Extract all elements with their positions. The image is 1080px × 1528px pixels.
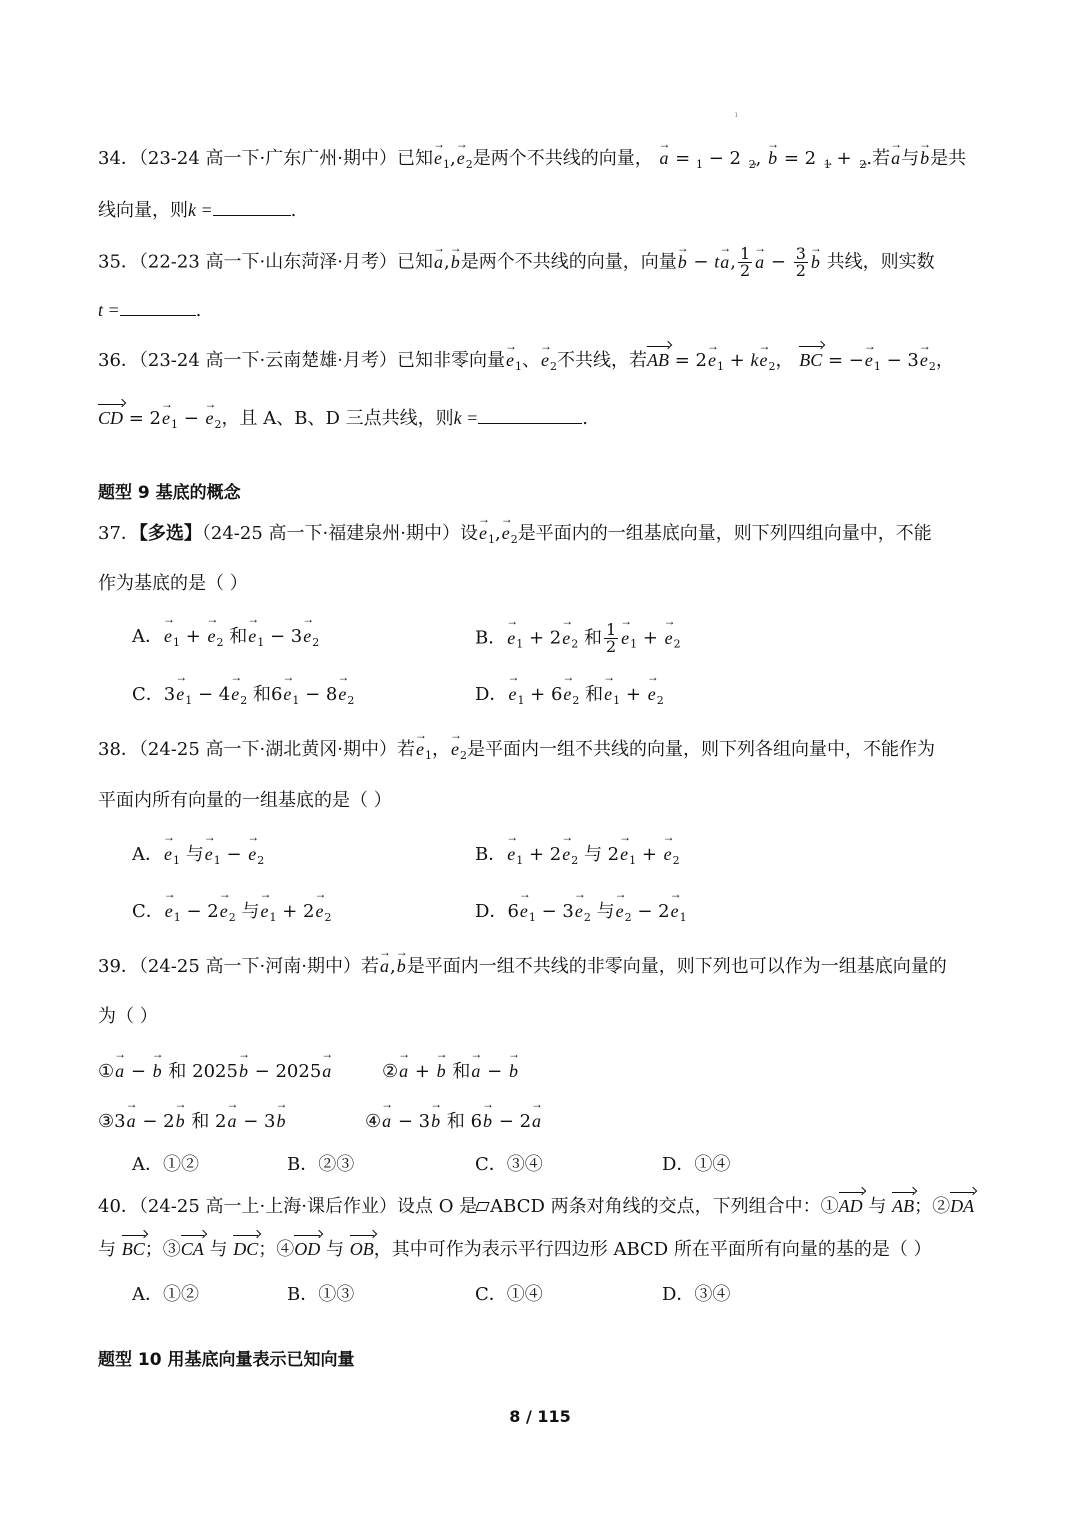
question-40-option-b[interactable]: B．①③ bbox=[287, 1284, 355, 1305]
question-39-option-b[interactable]: B．②③ bbox=[287, 1154, 355, 1175]
question-38-option-b[interactable]: B．→ $e_1 + 2\to e_2$ 与 $2\to e_1$ + → $e_2$ bbox=[475, 840, 680, 867]
question-40-line-1: 40．（24-25 高一上·上海·课后作业）设点 O 是 ABCD 两条对角线的交点，下列组合中：①AD 与 AB；②DA bbox=[98, 1196, 975, 1217]
parallelogram-icon bbox=[476, 1202, 490, 1211]
question-37-line-2: 作为基底的是（ ） bbox=[98, 573, 248, 594]
question-38-line-1: 38．（24-25 高一下·湖北黄冈·期中）若→ $e_1$，→ $e_2$是平面内一组不共线的向量，则下列各组向量中，不能作为 bbox=[98, 737, 935, 768]
question-39-option-d[interactable]: D．①④ bbox=[662, 1154, 731, 1175]
question-37-line-1: 37．【多选】（24-25 高一下·福建泉州·期中）设→ $e_1,\to e_2$是平面内的一组基底向量，则下列四组向量中，不能 bbox=[98, 521, 932, 552]
question-40-option-a[interactable]: A．①② bbox=[132, 1284, 199, 1305]
question-34-line-2: 线向量，则k = . bbox=[98, 200, 297, 221]
question-40-option-c[interactable]: C．①④ bbox=[475, 1284, 543, 1305]
question-39-choice-3: ③3→ a − 2→ b 和 2→ a − 3→ b bbox=[98, 1107, 286, 1133]
question-35-line-2: t = . bbox=[98, 300, 202, 321]
question-38-option-d[interactable]: D．$6\to e_1 - 3\to e_2$ 与→ $e_2 - 2\to e_1$ bbox=[475, 897, 687, 924]
section-heading-9: 题型 9 基底的概念 bbox=[98, 483, 241, 503]
question-37-option-a[interactable]: A．→ $e_1$ + → $e_2$ 和→ $e_1 - 3\to e_2$ bbox=[132, 622, 319, 649]
question-36-line-1: 36．（23-24 高一下·云南楚雄·月考）已知非零向量→ $e_1$、→ $e_2$不共线，若AB = $2\to e_1 + k\to e_2$， BC = −→ $e_1 - 3\to e_2$， bbox=[98, 348, 954, 379]
question-38-line-2: 平面内所有向量的一组基底的是（ ） bbox=[98, 790, 392, 811]
page-number: 8 / 115 bbox=[509, 1407, 571, 1426]
question-35-line-1: 35．（22-23 高一下·山东菏泽·月考）已知→ a,→ b是两个不共线的向量，向量→ b − t→ a, $\frac{1}{2}$ → a − $\frac{3}{2}$ → b 共线，则实数 bbox=[98, 246, 935, 279]
question-39-line-1: 39．（24-25 高一下·河南·期中）若→ a,→ b是平面内一组不共线的非零向量，则下列也可以作为一组基底向量的 bbox=[98, 954, 947, 979]
question-40-line-2: 与 BC；③CA 与 DC；④OD 与 OB，其中可作为表示平行四边形 ABCD 所在平面所有向量的基的是（ ） bbox=[98, 1239, 932, 1260]
question-39-choice-4: ④→ a − 3→ b 和 6→ b − 2→ a bbox=[365, 1107, 542, 1133]
question-38-option-c[interactable]: C．→ $e_1 - 2\to e_2$ 与→ $e_1 + 2\to e_2$ bbox=[132, 897, 331, 924]
question-39-line-2: 为（ ） bbox=[98, 1006, 158, 1027]
question-38-option-a[interactable]: A．→ $e_1$ 与→ $e_1$ − → $e_2$ bbox=[132, 840, 264, 867]
question-39-option-a[interactable]: A．①② bbox=[132, 1154, 199, 1175]
question-39-choice-2: ②→ a + → b 和→ a − → b bbox=[382, 1057, 519, 1083]
question-40-option-d[interactable]: D．③④ bbox=[662, 1284, 731, 1305]
question-37-option-d[interactable]: D．→ $e_1 + 6\to e_2$ 和→ $e_1$ + → $e_2$ bbox=[475, 680, 664, 707]
question-39-option-c[interactable]: C．③④ bbox=[475, 1154, 543, 1175]
question-34-line-1: 34．（23-24 高一下·广东广州·期中）已知→ $e_1,\to e_2$是两个不共线的向量， → a = $_1$ − 2 $_2$, → b = 2 $_1$ + $_2$.若→ a与→ b是共 bbox=[98, 146, 966, 177]
corner-mark: ı bbox=[735, 110, 738, 119]
section-heading-10: 题型 10 用基底向量表示已知向量 bbox=[98, 1350, 355, 1370]
question-39-choice-1: ①→ a − → b 和 2025→ b − 2025→ a bbox=[98, 1057, 332, 1083]
question-37-option-b[interactable]: B．→ $e_1 + 2\to e_2$ 和 $\frac{1}{2}$ → $e_1$ + → $e_2$ bbox=[475, 622, 681, 655]
question-37-option-c[interactable]: C．$3\to e_1 - 4\to e_2$ 和$6\to e_1 - 8\to e_2$ bbox=[132, 680, 354, 707]
question-36-line-2: CD = $2\to e_1$ − → $e_2$，且 A、B、D 三点共线，则k = . bbox=[98, 406, 588, 437]
